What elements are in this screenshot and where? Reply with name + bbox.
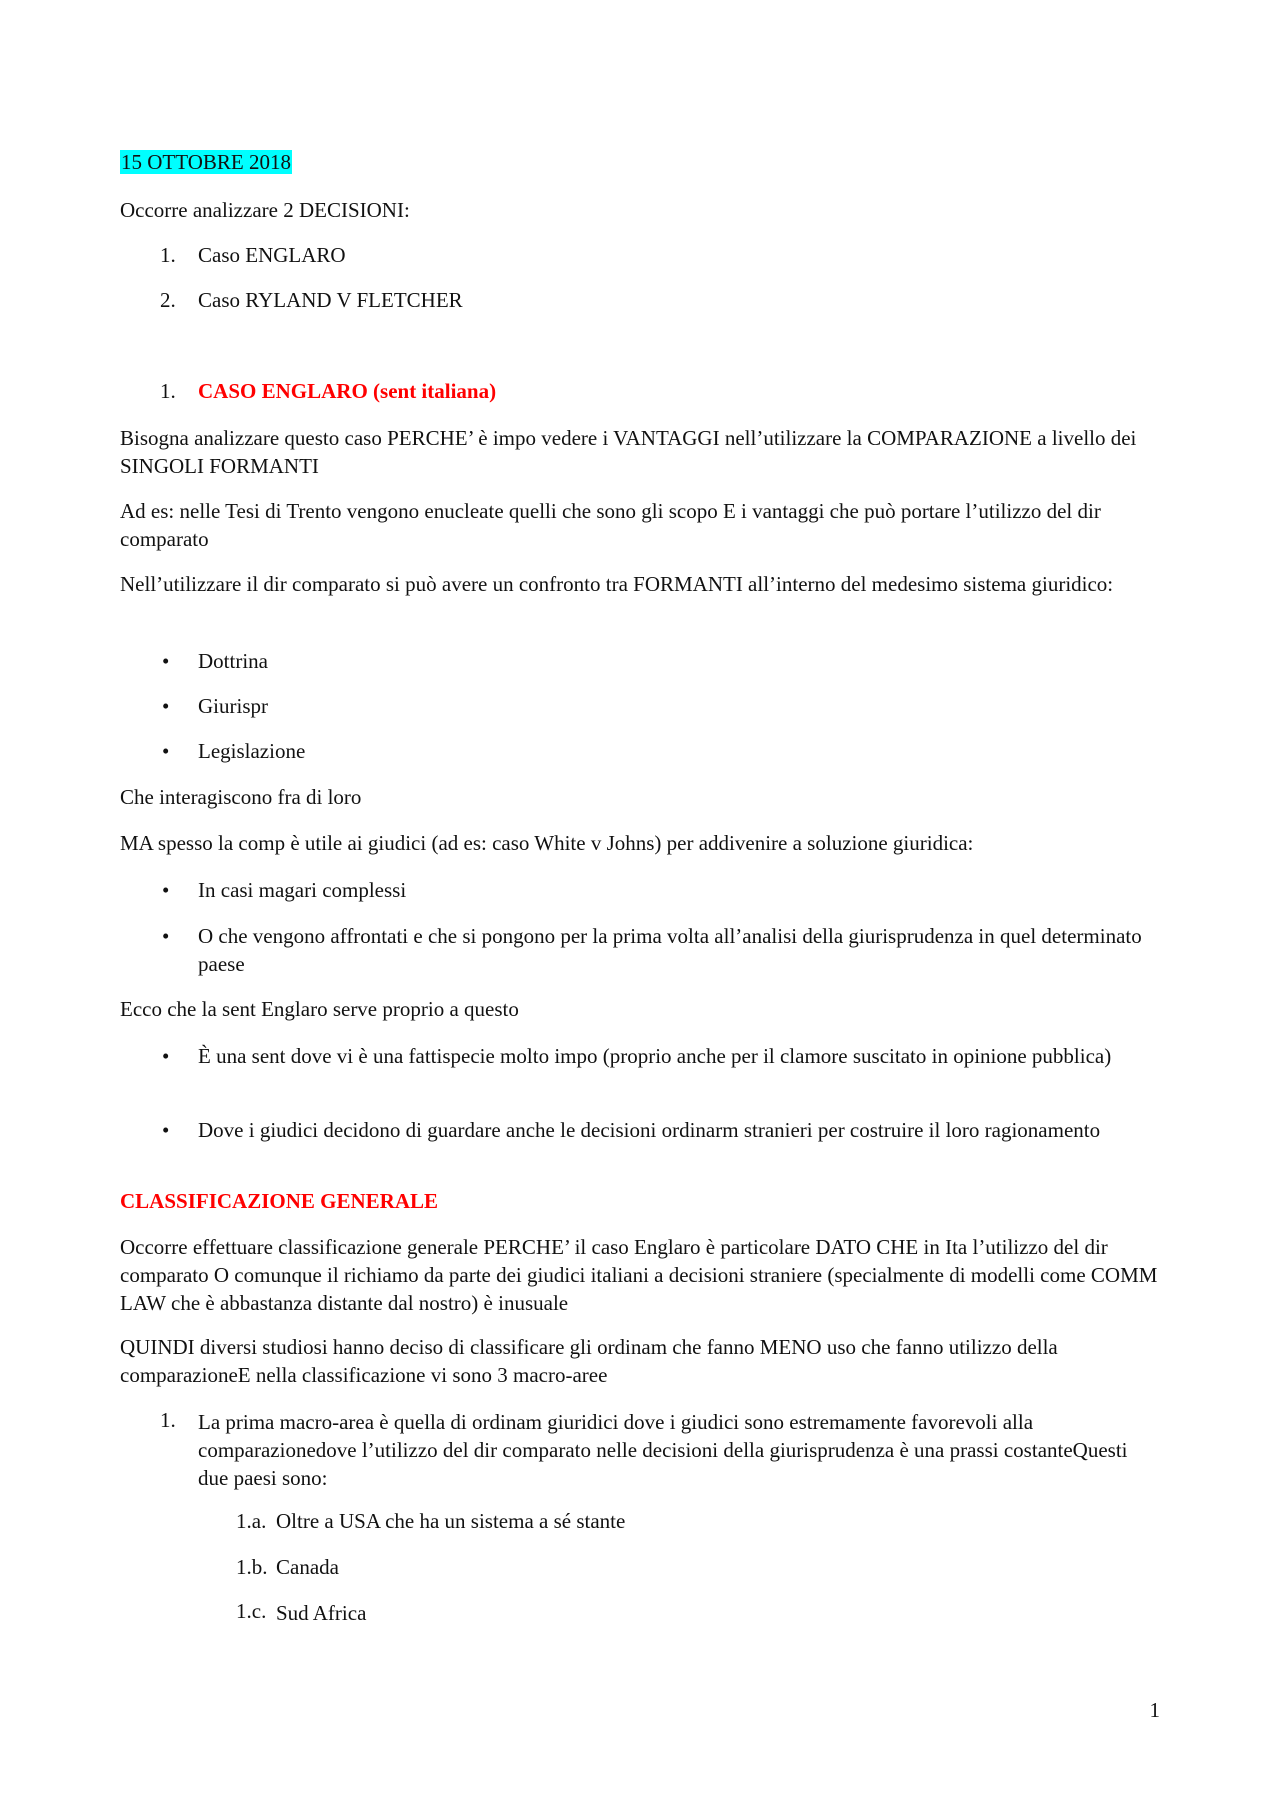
list-item: Caso ENGLARO	[198, 243, 346, 267]
paragraph: Che interagiscono fra di loro	[120, 785, 362, 809]
list-number: 1.	[160, 1408, 176, 1432]
sublist-item: Sud Africa	[276, 1601, 367, 1625]
list-item: O che vengono affrontati e che si pongono per la prima volta all’analisi della giurisprudenza in quel determinato paese	[198, 924, 1142, 976]
page-number: 1	[1149, 1698, 1160, 1722]
section-number: 1.	[160, 379, 176, 403]
paragraph: Occorre effettuare classificazione generale PERCHE’ il caso Englaro è particolare DATO CHE in Ita l’utilizzo del dir comparato O comunque il richiamo da parte dei giudici italiani a decisioni straniere (specialmente di modelli come COMM LAW che è abbastanza distante dal nostro) è inusuale	[120, 1235, 1158, 1315]
list-number: 2.	[160, 288, 176, 312]
section-heading-classificazione: CLASSIFICAZIONE GENERALE	[120, 1189, 438, 1213]
paragraph: Nell’utilizzare il dir comparato si può avere un confronto tra FORMANTI all’interno del medesimo sistema giuridico:	[120, 572, 1114, 596]
sublist-number: 1.a.	[236, 1509, 267, 1533]
bullet-icon: •	[162, 739, 170, 763]
bullet-icon: •	[162, 694, 170, 718]
sublist-item: Oltre a USA che ha un sistema a sé stante	[276, 1509, 626, 1533]
bullet-icon: •	[162, 1118, 170, 1142]
sublist-number: 1.b.	[236, 1555, 268, 1579]
date-heading	[120, 148, 1160, 176]
list-item: Giurispr	[198, 694, 268, 718]
list-item: È una sent dove vi è una fattispecie molto impo (proprio anche per il clamore suscitato in opinione pubblica)	[198, 1044, 1112, 1068]
sublist-number: 1.c.	[236, 1599, 267, 1623]
list-number: 1.	[160, 243, 176, 267]
paragraph: QUINDI diversi studiosi hanno deciso di classificare gli ordinam che fanno MENO uso che fanno utilizzo della comparazioneE nella classificazione vi sono 3 macro-aree	[120, 1335, 1058, 1387]
section-title: CASO ENGLARO (sent italiana)	[198, 379, 497, 403]
bullet-icon: •	[162, 924, 170, 948]
bullet-icon: •	[162, 649, 170, 673]
list-item: Dottrina	[198, 649, 268, 673]
list-item: Dove i giudici decidono di guardare anche le decisioni ordinarm stranieri per costruire il loro ragionamento	[198, 1118, 1101, 1142]
list-item: Legislazione	[198, 739, 306, 763]
bullet-icon: •	[162, 878, 170, 902]
paragraph: Ecco che la sent Englaro serve proprio a questo	[120, 997, 519, 1021]
bullet-icon: •	[162, 1044, 170, 1068]
list-item: In casi magari complessi	[198, 878, 407, 902]
paragraph: MA spesso la comp è utile ai giudici (ad es: caso White v Johns) per addivenire a soluzione giuridica:	[120, 831, 974, 855]
intro-paragraph: Occorre analizzare 2 DECISIONI:	[120, 198, 410, 222]
list-item: Caso RYLAND V FLETCHER	[198, 288, 463, 312]
paragraph: Bisogna analizzare questo caso PERCHE’ è impo vedere i VANTAGGI nell’utilizzare la COMPARAZIONE a livello dei SINGOLI FORMANTI	[120, 426, 1137, 478]
date-highlight: 15 OTTOBRE 2018	[121, 150, 291, 174]
paragraph: Ad es: nelle Tesi di Trento vengono enucleate quelli che sono gli scopo E i vantaggi che può portare l’utilizzo del dir comparato	[120, 499, 1101, 551]
list-item: La prima macro-area è quella di ordinam giuridici dove i giudici sono estremamente favorevoli alla comparazionedove l’utilizzo del dir comparato nelle decisioni della giurisprudenza è una prassi costanteQuesti due paesi sono:	[198, 1410, 1128, 1490]
sublist-item: Canada	[276, 1555, 339, 1579]
